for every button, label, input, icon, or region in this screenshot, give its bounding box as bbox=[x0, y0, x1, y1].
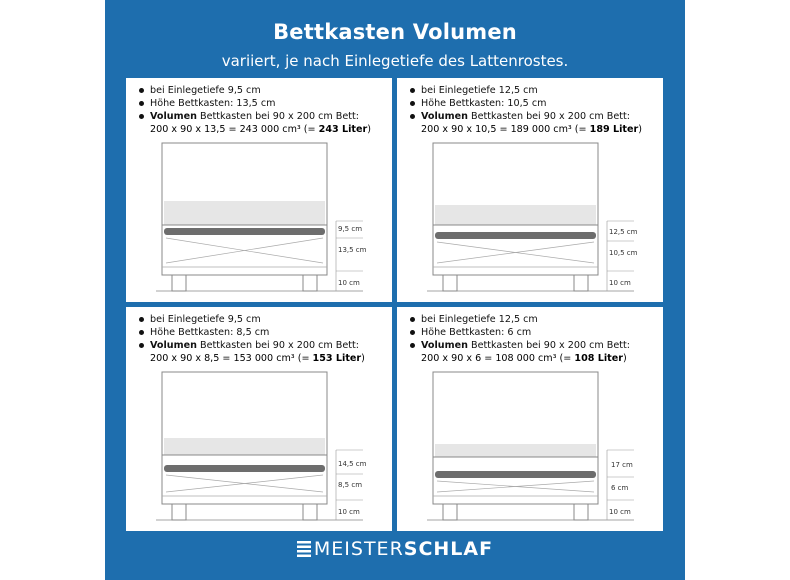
formula-text: 200 x 90 x 6 = 108 000 cm³ (= bbox=[421, 353, 575, 364]
formula-text: 200 x 90 x 13,5 = 243 000 cm³ (= bbox=[150, 124, 319, 135]
mattress bbox=[435, 205, 596, 226]
bed-diagram bbox=[126, 78, 392, 302]
formula-close: ) bbox=[638, 124, 642, 135]
formula-text: 200 x 90 x 8,5 = 153 000 cm³ (= bbox=[150, 353, 313, 364]
dim-top-label: 12,5 cm bbox=[609, 228, 638, 236]
bed-diagram bbox=[397, 78, 663, 302]
formula-close: ) bbox=[361, 353, 365, 364]
dim-mid-label: 6 cm bbox=[611, 484, 629, 492]
volume-liters: 153 Liter bbox=[312, 353, 362, 364]
page-subtitle: variiert, je nach Einlegetiefe des Lattenrostes. bbox=[221, 52, 569, 70]
volume-liters: 108 Liter bbox=[574, 353, 623, 364]
volume-panel-3 bbox=[126, 307, 392, 531]
dim-bottom-label: 10 cm bbox=[338, 279, 360, 287]
spec-hoehe: Höhe Bettkasten: 8,5 cm bbox=[138, 326, 390, 339]
dim-top-label: 9,5 cm bbox=[338, 225, 363, 233]
slat-frame bbox=[164, 465, 325, 472]
volumen-label: Volumen bbox=[150, 111, 197, 122]
dim-bottom-label: 10 cm bbox=[338, 508, 360, 516]
volume-panel-4 bbox=[397, 307, 663, 531]
slat-frame bbox=[435, 232, 596, 239]
volume-liters: 189 Liter bbox=[589, 124, 639, 135]
spec-einlegetiefe: bei Einlegetiefe 9,5 cm bbox=[138, 313, 390, 326]
volumen-text: Bettkasten bei 90 x 200 cm Bett: bbox=[467, 111, 631, 122]
spec-hoehe: Höhe Bettkasten: 10,5 cm bbox=[409, 97, 661, 110]
volume-panel-2 bbox=[397, 78, 663, 302]
logo-text-light: MEISTER bbox=[313, 538, 404, 560]
dim-mid-label: 10,5 cm bbox=[609, 249, 638, 257]
volumen-label: Volumen bbox=[421, 111, 468, 122]
dim-top-label: 14,5 cm bbox=[338, 460, 367, 468]
dim-mid-label: 8,5 cm bbox=[338, 481, 363, 489]
dim-bottom-label: 10 cm bbox=[609, 508, 631, 516]
mattress bbox=[164, 438, 325, 457]
brand-logo bbox=[105, 538, 685, 560]
volume-panel-1 bbox=[126, 78, 392, 302]
slat-frame bbox=[164, 228, 325, 235]
dim-mid-label: 13,5 cm bbox=[338, 246, 367, 254]
volume-liters: 243 Liter bbox=[318, 124, 368, 135]
logo-text-bold: SCHLAF bbox=[403, 538, 494, 560]
dim-top-label: 17 cm bbox=[611, 461, 633, 469]
formula-close: ) bbox=[622, 353, 627, 364]
bed-leg-right bbox=[574, 504, 588, 520]
mattress bbox=[164, 201, 325, 225]
spec-einlegetiefe: bei Einlegetiefe 12,5 cm bbox=[409, 84, 661, 97]
spec-hoehe: Höhe Bettkasten: 6 cm bbox=[409, 326, 661, 339]
bed-leg-left bbox=[172, 275, 186, 291]
formula-close: ) bbox=[367, 124, 371, 135]
bed-box bbox=[433, 457, 598, 504]
bed-leg-right bbox=[574, 275, 588, 291]
bed-leg-left bbox=[443, 504, 457, 520]
formula-text: 200 x 90 x 10,5 = 189 000 cm³ (= bbox=[421, 124, 590, 135]
slat-frame bbox=[435, 471, 596, 478]
bed-leg-left bbox=[443, 275, 457, 291]
bed-diagram bbox=[397, 307, 663, 531]
bed-diagram bbox=[126, 307, 392, 531]
spec-einlegetiefe: bei Einlegetiefe 12,5 cm bbox=[409, 313, 661, 326]
bed-leg-right bbox=[303, 275, 317, 291]
page-title: Bettkasten Volumen bbox=[273, 20, 517, 44]
volumen-text: Bettkasten bei 90 x 200 cm Bett: bbox=[196, 111, 360, 122]
dim-bottom-label: 10 cm bbox=[609, 279, 631, 287]
bed-box bbox=[162, 455, 327, 504]
volumen-text: Bettkasten bei 90 x 200 cm Bett: bbox=[467, 340, 631, 351]
spec-hoehe: Höhe Bettkasten: 13,5 cm bbox=[138, 97, 390, 110]
volumen-label: Volumen bbox=[421, 340, 468, 351]
bed-leg-right bbox=[303, 504, 317, 520]
volumen-text: Bettkasten bei 90 x 200 cm Bett: bbox=[196, 340, 360, 351]
volumen-label: Volumen bbox=[150, 340, 197, 351]
bed-leg-left bbox=[172, 504, 186, 520]
logo-bars-icon bbox=[297, 541, 311, 557]
spec-einlegetiefe: bei Einlegetiefe 9,5 cm bbox=[138, 84, 390, 97]
